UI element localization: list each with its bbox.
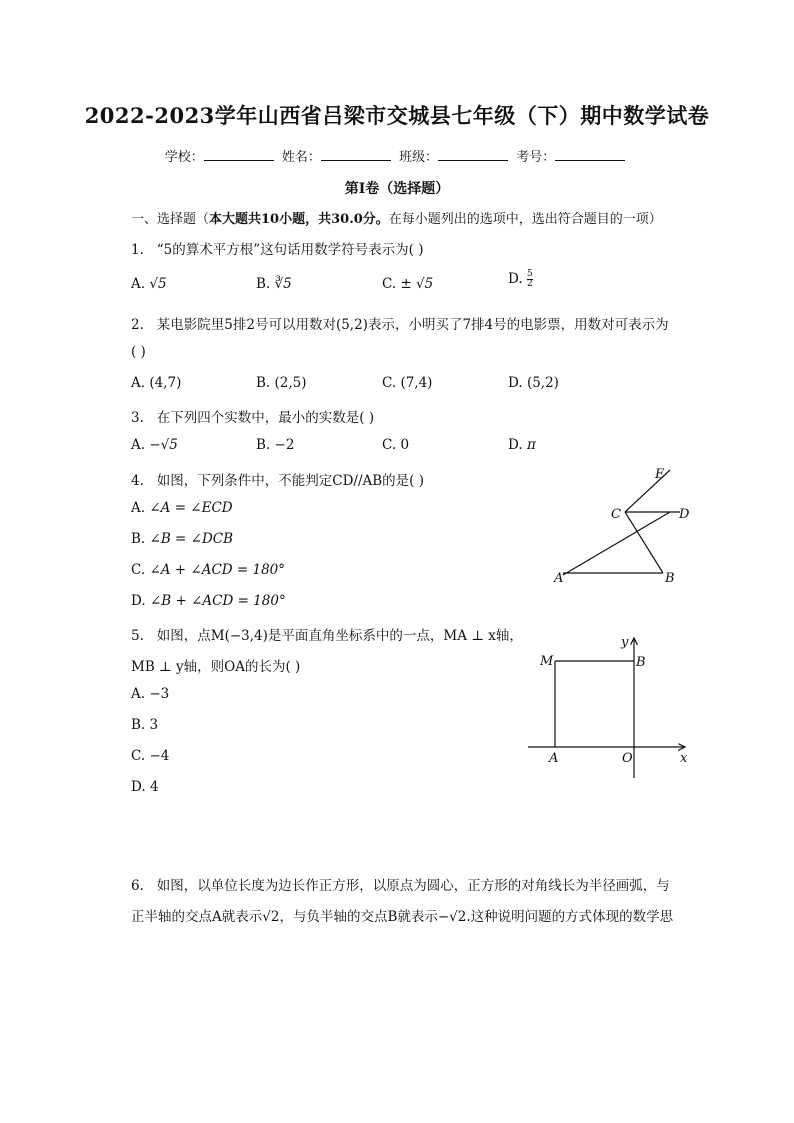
question-5-stem-cont: MB ⊥ y轴，则OA的长为( ) xyxy=(131,659,301,675)
question-text: 如图，下列条件中，不能判定CD//AB的是( ) xyxy=(156,473,425,489)
name-blank[interactable] xyxy=(321,148,391,161)
coordinate-figure xyxy=(520,630,700,780)
question-number: 2. xyxy=(131,317,144,333)
part-one-rest: 在每小题列出的选项中，选出符合题目的一项） xyxy=(388,212,662,227)
question-number: 3. xyxy=(131,410,144,426)
question-text: 某电影院里5排2号可以用数对(5,2)表示，小明买了7排4号的电影票，用数对可表示为 xyxy=(156,317,669,333)
question-number: 4. xyxy=(131,473,144,489)
class-label: 班级： xyxy=(399,150,439,165)
question-text: “5的算术平方根”这句话用数学符号表示为( ) xyxy=(156,242,424,258)
exam-number-blank[interactable] xyxy=(555,148,625,161)
fraction: $\frac{5}{2}$ xyxy=(526,269,533,289)
part-one-heading xyxy=(131,208,662,227)
part-one-emphasis: 本大题共10小题，共30.0分。 xyxy=(209,212,389,227)
option-b[interactable]: B. ∠B = ∠DCB xyxy=(131,531,234,547)
point-a-label: A xyxy=(549,751,559,766)
option-d[interactable]: D. 4 xyxy=(131,779,159,795)
option-b[interactable]: B. ∛5 xyxy=(256,276,292,292)
option-c[interactable]: C. 0 xyxy=(382,437,410,453)
question-text: 如图，点M(−3,4)是平面直角坐标系中的一点，MA ⊥ x轴， xyxy=(156,628,523,644)
question-number: 1. xyxy=(131,242,144,258)
y-axis-label: y xyxy=(621,635,629,650)
question-number: 5. xyxy=(131,628,144,644)
class-blank[interactable] xyxy=(438,148,508,161)
question-3-stem xyxy=(131,406,374,426)
exam-number-label: 考号： xyxy=(516,150,556,165)
question-text: 在下列四个实数中，最小的实数是( ) xyxy=(156,410,375,426)
origin-label: O xyxy=(622,751,633,766)
school-blank[interactable] xyxy=(204,148,274,161)
x-axis-label: x xyxy=(680,751,688,766)
option-c[interactable]: C. ± √5 xyxy=(382,276,434,292)
section-title: 第Ⅰ卷（选择题） xyxy=(344,181,450,197)
option-c[interactable]: C. −4 xyxy=(131,748,170,764)
line-cb xyxy=(625,512,663,573)
option-a[interactable]: A. −3 xyxy=(131,686,170,702)
part-one-label: 一、选择题（ xyxy=(131,212,210,227)
question-number: 6. xyxy=(131,878,144,894)
question-2-stem-cont: ( ) xyxy=(131,344,146,360)
option-c[interactable]: C. ∠A + ∠ACD = 180° xyxy=(131,562,286,578)
question-1-stem xyxy=(131,238,423,258)
point-b-label: B xyxy=(665,571,675,586)
option-b[interactable]: B. −2 xyxy=(256,437,295,453)
point-a-label: A xyxy=(554,571,564,586)
point-m-label: M xyxy=(540,654,554,669)
option-d[interactable]: D. (5,2) xyxy=(508,375,559,391)
point-c-label: C xyxy=(611,507,621,522)
option-a[interactable]: A. √5 xyxy=(131,276,167,292)
point-b-label: B xyxy=(636,655,646,670)
question-5-stem xyxy=(131,624,523,644)
student-info-row xyxy=(0,146,794,165)
option-c[interactable]: C. (7,4) xyxy=(382,375,433,391)
option-d[interactable]: D. π xyxy=(508,437,536,453)
point-e-label: E xyxy=(655,467,665,482)
school-label: 学校： xyxy=(164,150,204,165)
option-a[interactable]: A. (4,7) xyxy=(131,375,182,391)
question-text: 如图，以单位长度为边长作正方形，以原点为圆心，正方形的对角线长为半径画弧，与 xyxy=(156,878,670,894)
exam-title: 2022-2023学年山西省吕梁市交城县七年级（下）期中数学试卷 xyxy=(84,103,710,128)
option-d[interactable]: D. ∠B + ∠ACD = 180° xyxy=(131,593,286,609)
option-b[interactable]: B. (2,5) xyxy=(256,375,307,391)
name-label: 姓名： xyxy=(281,150,321,165)
option-a[interactable]: A. ∠A = ∠ECD xyxy=(131,500,233,516)
question-6-stem xyxy=(131,874,670,894)
question-6-stem-cont: 正半轴的交点A就表示√2，与负半轴的交点B就表示−√2.这种说明问题的方式体现的数学思 xyxy=(131,909,674,925)
option-b[interactable]: B. 3 xyxy=(131,717,159,733)
parallel-lines-figure xyxy=(545,460,705,590)
option-a[interactable]: A. −√5 xyxy=(131,437,178,453)
option-d[interactable]: D. $\frac{5}{2}$ xyxy=(508,269,533,289)
point-d-label: D xyxy=(679,507,690,522)
question-2-stem xyxy=(131,313,669,333)
question-4-stem xyxy=(131,469,424,489)
